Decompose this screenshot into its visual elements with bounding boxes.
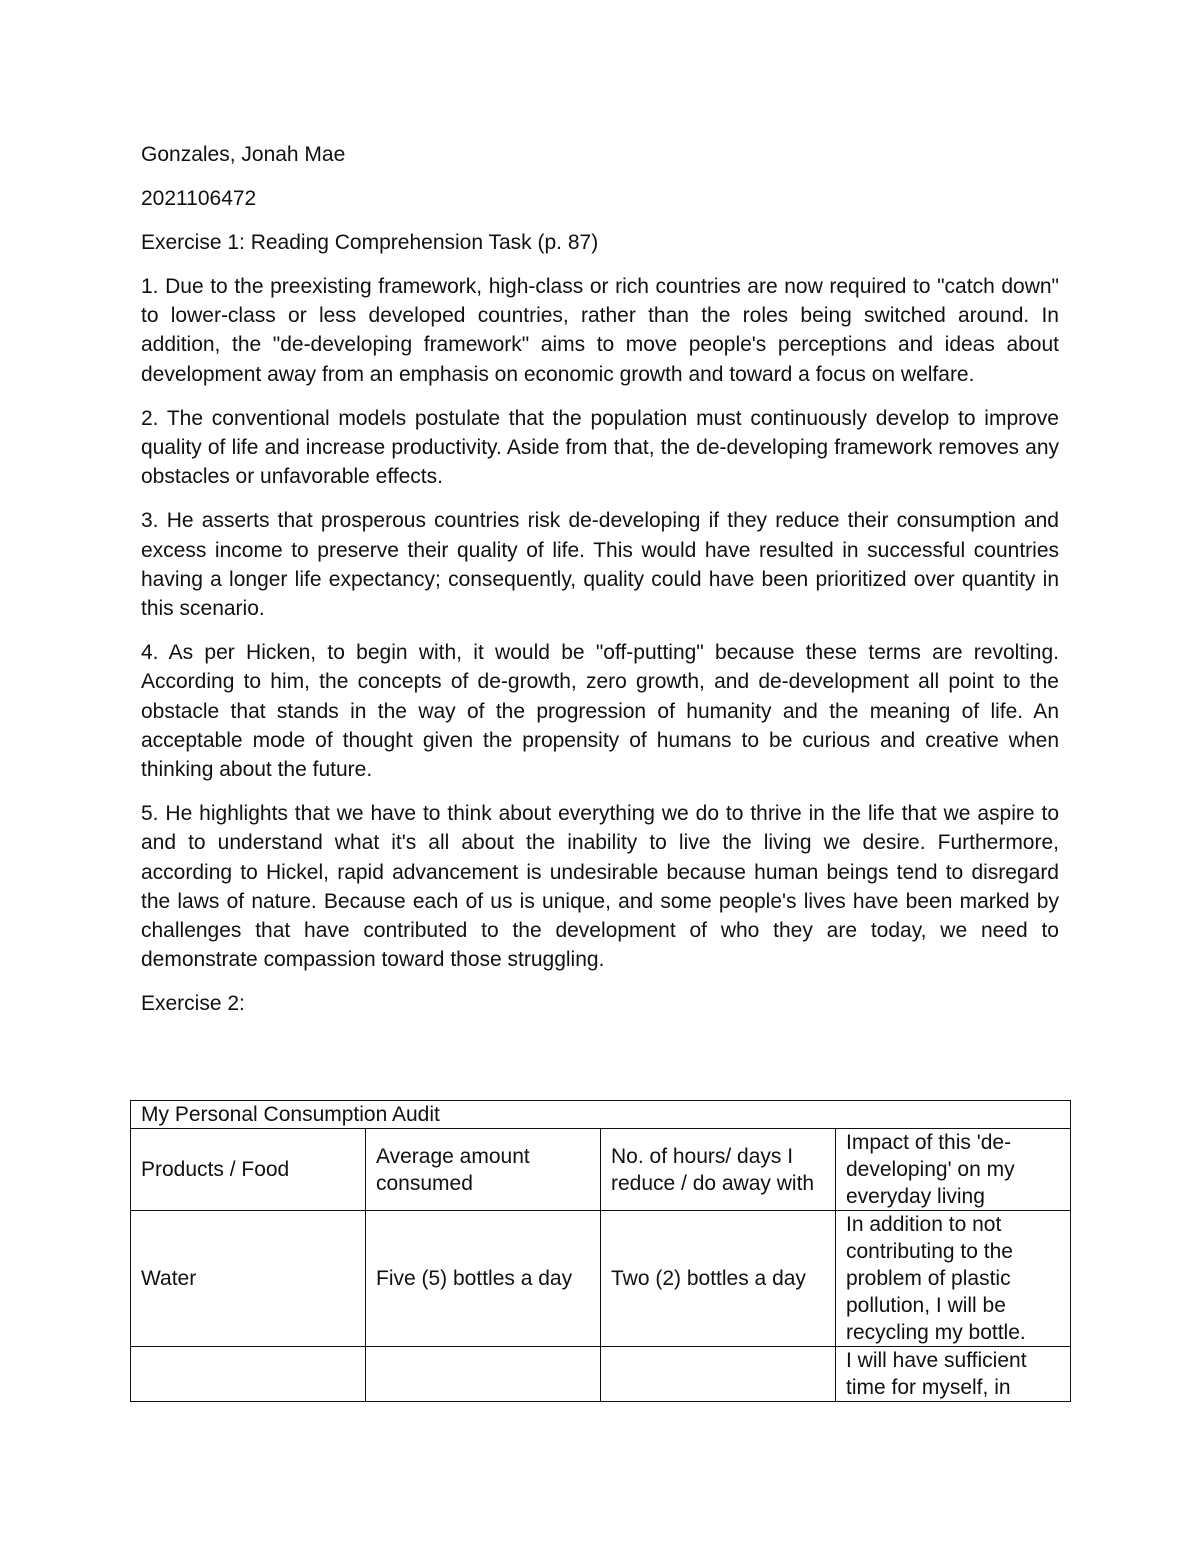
- header-hours-reduced: No. of hours/ days I reduce / do away with: [601, 1129, 836, 1211]
- table-caption-row: [131, 1101, 1071, 1129]
- table-cell: Water: [131, 1211, 366, 1347]
- table-cell: [366, 1347, 601, 1402]
- student-id: 2021106472: [141, 187, 257, 210]
- table-row: [131, 1347, 1071, 1402]
- student-name: Gonzales, Jonah Mae: [141, 143, 346, 166]
- answer-2: 2. The conventional models postulate that the population must continuously develop to improve quality of life and increase productivity. Aside from that, the de-developing framework removes any obstacles or unfavorable effects.: [141, 406, 1059, 489]
- table-row: [131, 1211, 1071, 1347]
- header-products-food: Products / Food: [131, 1129, 366, 1211]
- exercise-1-title: Exercise 1: Reading Comprehension Task (p. 87): [141, 231, 599, 254]
- consumption-audit-table-wrap: [130, 1100, 1070, 1402]
- table-caption: My Personal Consumption Audit: [131, 1101, 1071, 1129]
- table-cell: [131, 1347, 366, 1402]
- header-average-amount: Average amount consumed: [366, 1129, 601, 1211]
- exercise-2-title: Exercise 2:: [141, 992, 245, 1016]
- table-cell: Two (2) bottles a day: [601, 1211, 836, 1347]
- table-cell: In addition to not contributing to the problem of plastic pollution, I will be recycling my bottle.: [836, 1211, 1071, 1347]
- table-cell: [601, 1347, 836, 1402]
- header-impact: Impact of this 'de-developing' on my everyday living: [836, 1129, 1071, 1211]
- answer-5: 5. He highlights that we have to think about everything we do to thrive in the life that we aspire to and to understand what it's all about the inability to live the living we desire. Furthermore, according to Hickel, rapid advancement is undesirable because human beings tend to disregard the laws of nature. Because each of us is unique, and some people's lives have been marked by challenges that have contributed to the development of who they are today, we need to demonstrate compassion toward those struggling.: [141, 802, 1059, 972]
- answer-3: 3. He asserts that prosperous countries risk de-developing if they reduce their consumption and excess income to preserve their quality of life. This would have resulted in successful countries having a longer life expectancy; consequently, quality could have been prioritized over quantity in this scenario.: [141, 509, 1059, 621]
- consumption-audit-table: [130, 1100, 1071, 1402]
- table-cell: Five (5) bottles a day: [366, 1211, 601, 1347]
- answer-1: 1. Due to the preexisting framework, high-class or rich countries are now required to "catch down" to lower-class or less developed countries, rather than the roles being switched around. In addition, the "de-developing framework" aims to move people's perceptions and ideas about development away from an emphasis on economic growth and toward a focus on welfare.: [141, 275, 1059, 386]
- table-header-row: [131, 1129, 1071, 1211]
- answer-4: 4. As per Hicken, to begin with, it would be "off-putting" because these terms are revolting. According to him, the concepts of de-growth, zero growth, and de-development all point to the obstacle that stands in the way of the progression of humanity and the meaning of life. An acceptable mode of thought given the propensity of humans to be curious and creative when thinking about the future.: [141, 641, 1059, 782]
- document-page: [141, 140, 1059, 1033]
- table-cell: I will have sufficient time for myself, in: [836, 1347, 1071, 1402]
